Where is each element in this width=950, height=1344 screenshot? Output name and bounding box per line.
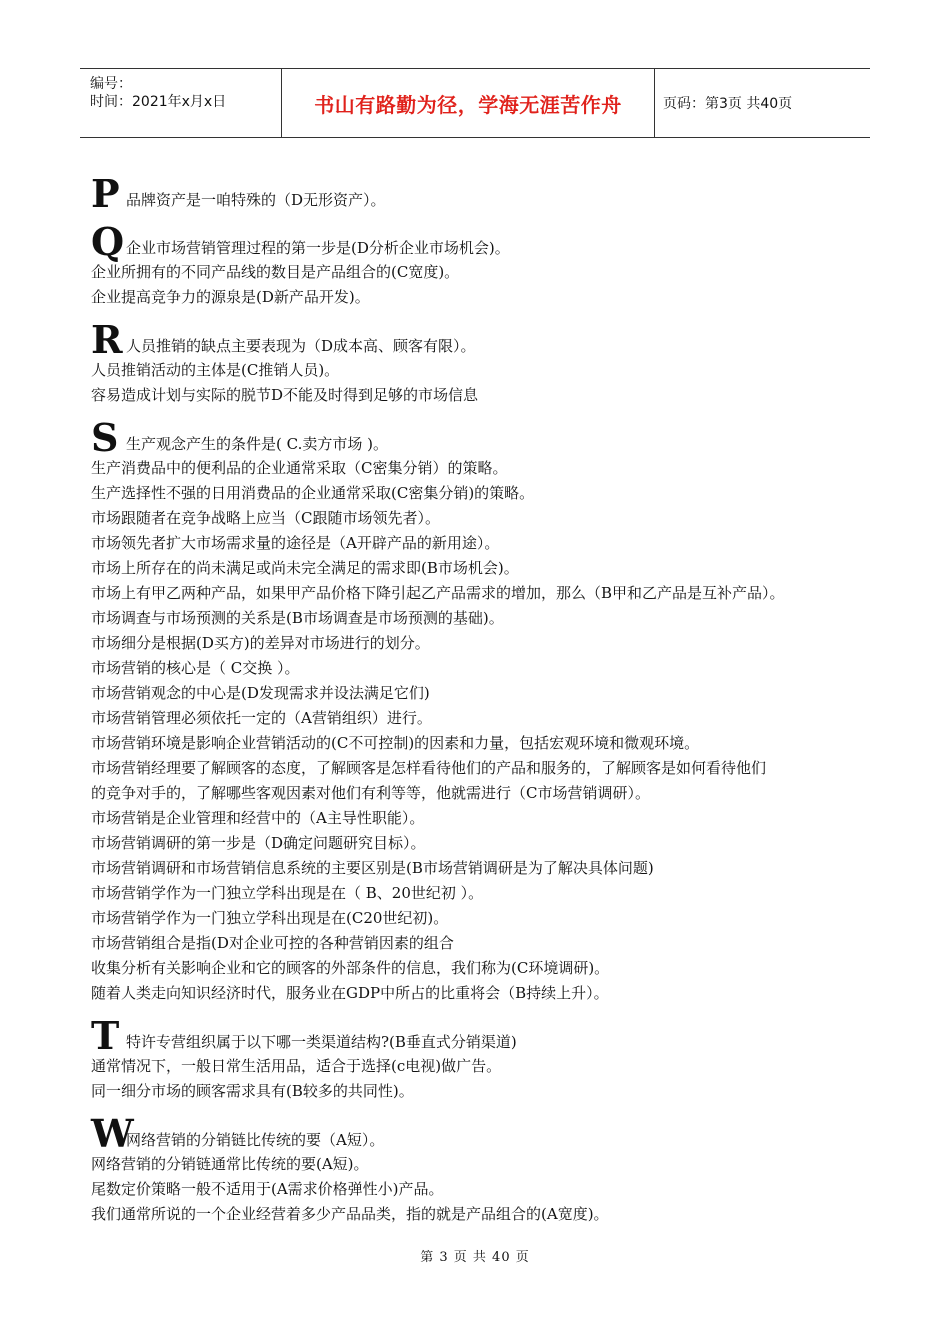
section-heading xyxy=(91,171,891,216)
text-line: 市场上所存在的尚未满足或尚未完全满足的需求即(B市场机会)。 xyxy=(91,559,519,577)
document-body xyxy=(91,172,891,1227)
text-line: 市场营销组合是指(D对企业可控的各种营销因素的组合 xyxy=(91,934,454,952)
text-line: 市场营销环境是影响企业营销活动的(C不可控制)的因素和力量，包括宏观环境和微观环境。 xyxy=(91,734,700,752)
text-line: 市场营销调研的第一步是（D确定问题研究目标）。 xyxy=(91,834,426,852)
header-motto-cell xyxy=(282,69,655,137)
motto-text: 书山有路勤为径，学海无涯苦作舟 xyxy=(314,92,622,117)
text-line: 市场上有甲乙两种产品，如果甲产品价格下降引起乙产品需求的增加，那么（B甲和乙产品是互补产品）。 xyxy=(91,584,785,602)
text-line: 尾数定价策略一般不适用于(A需求价格弹性小)产品。 xyxy=(91,1180,444,1198)
text-line: 市场营销经理要了解顾客的态度，了解顾客是怎样看待他们的产品和服务的，了解顾客是如何看待他们 xyxy=(91,759,767,777)
section-gap xyxy=(91,408,891,416)
document-header xyxy=(80,68,870,138)
text-line: 市场营销管理必须依托一定的（A营销组织）进行。 xyxy=(91,709,432,727)
text-line: 市场营销的核心是（ C交换 ）。 xyxy=(91,659,300,677)
page-footer: 第 3 页 共 40 页 xyxy=(420,1250,530,1265)
section-s xyxy=(91,408,891,1006)
text-line: 市场跟随者在竞争战略上应当（C跟随市场领先者）。 xyxy=(91,509,440,527)
section-r xyxy=(91,310,891,408)
section-gap xyxy=(91,310,891,318)
section-first-line: 品牌资产是一咱特殊的（D无形资产）。 xyxy=(126,191,386,209)
header-info-cell xyxy=(80,69,282,137)
section-heading xyxy=(91,317,891,362)
section-first-line: 企业市场营销管理过程的第一步是(D分析企业市场机会)。 xyxy=(126,239,510,257)
text-line: 市场营销是企业管理和经营中的（A主导性职能）。 xyxy=(91,809,425,827)
section-letter: W xyxy=(91,1111,134,1156)
section-heading xyxy=(91,415,891,460)
page-code: 页码：第3页 共40页 xyxy=(663,96,793,112)
text-line: 收集分析有关影响企业和它的顾客的外部条件的信息，我们称为(C环境调研)。 xyxy=(91,959,610,977)
section-w xyxy=(91,1104,891,1227)
text-line: 人员推销活动的主体是(C推销人员)。 xyxy=(91,361,340,379)
section-letter: Q xyxy=(91,219,125,264)
text-line: 容易造成计划与实际的脱节D不能及时得到足够的市场信息 xyxy=(91,386,479,404)
text-line: 通常情况下，一般日常生活用品，适合于选择(c电视)做广告。 xyxy=(91,1057,502,1075)
text-line: 市场营销调研和市场营销信息系统的主要区别是(B市场营销调研是为了解决具体问题) xyxy=(91,859,654,877)
section-heading xyxy=(91,219,891,264)
section-letter: R xyxy=(91,317,123,362)
text-line: 企业提高竞争力的源泉是(D新产品开发)。 xyxy=(91,288,370,306)
section-letter: T xyxy=(91,1013,120,1058)
text-line: 生产选择性不强的日用消费品的企业通常采取(C密集分销)的策略。 xyxy=(91,484,535,502)
section-gap xyxy=(91,212,891,220)
section-letter: P xyxy=(91,171,120,216)
text-line: 市场营销观念的中心是(D发现需求并设法满足它们) xyxy=(91,684,430,702)
section-q xyxy=(91,212,891,310)
text-line: 市场营销学作为一门独立学科出现是在(C20世纪初)。 xyxy=(91,909,449,927)
section-letter: S xyxy=(91,415,119,460)
section-first-line: 网络营销的分销链比传统的要（A短）。 xyxy=(126,1131,385,1149)
header-page-cell xyxy=(655,69,870,137)
text-line: 市场领先者扩大市场需求量的途径是（A开辟产品的新用途）。 xyxy=(91,534,500,552)
section-gap xyxy=(91,1006,891,1014)
section-first-line: 特许专营组织属于以下哪一类渠道结构?(B垂直式分销渠道) xyxy=(126,1033,517,1051)
section-first-line: 人员推销的缺点主要表现为（D成本高、顾客有限）。 xyxy=(126,337,476,355)
text-line: 网络营销的分销链通常比传统的要(A短)。 xyxy=(91,1155,369,1173)
text-line: 的竞争对手的，了解哪些客观因素对他们有利等等，他就需进行（C市场营销调研）。 xyxy=(91,784,650,802)
section-heading xyxy=(91,1013,891,1058)
text-line: 市场调查与市场预测的关系是(B市场调查是市场预测的基础)。 xyxy=(91,609,504,627)
section-first-line: 生产观念产生的条件是( C.卖方市场 )。 xyxy=(126,435,388,453)
section-gap xyxy=(91,1104,891,1112)
text-line: 市场营销学作为一门独立学科出现是在（ B、20世纪初 ）。 xyxy=(91,884,484,902)
text-line: 市场细分是根据(D买方)的差异对市场进行的划分。 xyxy=(91,634,430,652)
text-line: 同一细分市场的顾客需求具有(B较多的共同性)。 xyxy=(91,1082,414,1100)
section-p xyxy=(91,171,891,216)
section-heading xyxy=(91,1111,891,1156)
time-label: 时间：2021年x月x日 xyxy=(90,94,227,110)
text-line: 生产消费品中的便利品的企业通常采取（C密集分销）的策略。 xyxy=(91,459,508,477)
number-label: 编号： xyxy=(90,76,132,92)
text-line: 随着人类走向知识经济时代，服务业在GDP中所占的比重将会（B持续上升）。 xyxy=(91,984,609,1002)
text-line: 企业所拥有的不同产品线的数目是产品组合的(C宽度)。 xyxy=(91,263,460,281)
section-t xyxy=(91,1006,891,1104)
text-line: 我们通常所说的一个企业经营着多少产品品类，指的就是产品组合的(A宽度)。 xyxy=(91,1205,609,1223)
